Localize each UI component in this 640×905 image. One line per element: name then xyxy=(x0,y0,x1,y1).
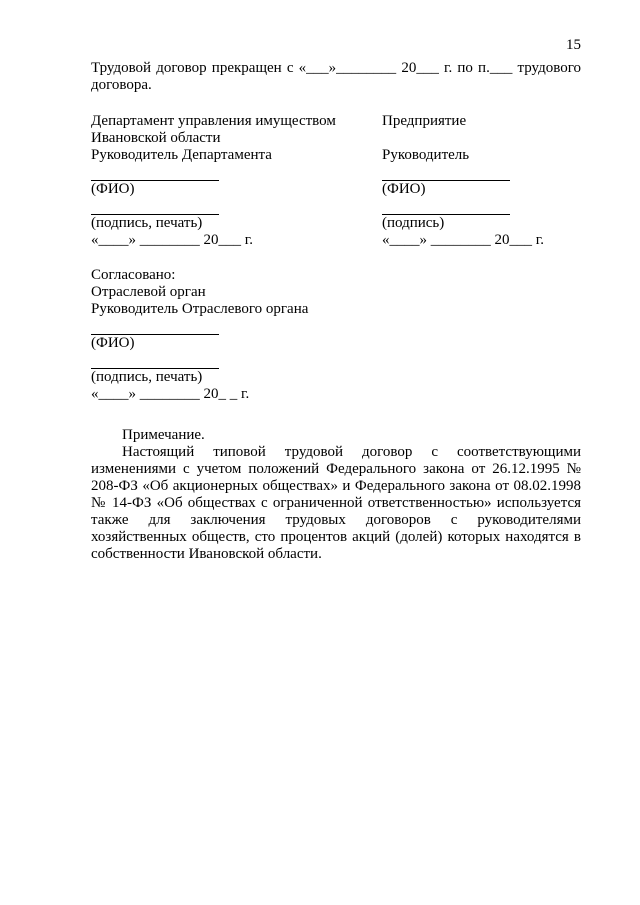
left-signature-block xyxy=(91,113,336,249)
page-number: 15 xyxy=(566,37,581,53)
termination-clause xyxy=(91,60,581,94)
left-role: Руководитель Департамента xyxy=(91,147,272,163)
agreed-org: Отраслевой орган xyxy=(91,284,206,300)
right-date-line: «____» ________ 20___ г. xyxy=(382,232,544,248)
note-body: Настоящий типовой трудовой договор с соответствующими изменениями с учетом положений Федерального закона от 26.12.1995 № 208-ФЗ «Об акционерных обществах» и Федерального закона от 08.02.1998 № 14-ФЗ «Об обществах с ограниченной ответственностью» используется также для заключения трудовых договоров с руководителями хозяйственных обществ, сто процентов акций (долей) которых находятся в собственности Ивановской области. xyxy=(91,444,581,562)
left-fio-label: (ФИО) xyxy=(91,181,135,197)
agreed-fio-label: (ФИО) xyxy=(91,335,135,351)
termination-text: Трудовой договор прекращен с «___»________ 20___ г. по п.___ трудового договора. xyxy=(91,60,581,93)
agreed-title: Согласовано: xyxy=(91,267,176,283)
agreed-fio-blank-line xyxy=(91,318,219,335)
left-org-line1: Департамент управления имуществом xyxy=(91,113,336,129)
right-signature-block xyxy=(382,113,612,249)
right-signature-label: (подпись) xyxy=(382,215,445,231)
agreed-signature-label: (подпись, печать) xyxy=(91,369,203,385)
right-fio-label: (ФИО) xyxy=(382,181,426,197)
right-fio-blank-line xyxy=(382,164,510,181)
note-title: Примечание. xyxy=(122,427,205,443)
left-fio-blank-line xyxy=(91,164,219,181)
agreed-signature-block xyxy=(91,267,351,403)
right-role: Руководитель xyxy=(382,147,470,163)
note-section xyxy=(91,427,581,563)
right-spacer xyxy=(382,130,612,147)
right-org-line1: Предприятие xyxy=(382,113,467,129)
agreed-role: Руководитель Отраслевого органа xyxy=(91,301,309,317)
right-signature-blank-line xyxy=(382,198,510,215)
left-signature-blank-line xyxy=(91,198,219,215)
left-signature-label: (подпись, печать) xyxy=(91,215,203,231)
agreed-signature-blank-line xyxy=(91,352,219,369)
agreed-date-line: «____» ________ 20_ _ г. xyxy=(91,386,250,402)
left-date-line: «____» ________ 20___ г. xyxy=(91,232,253,248)
left-org-line2: Ивановской области xyxy=(91,130,221,146)
